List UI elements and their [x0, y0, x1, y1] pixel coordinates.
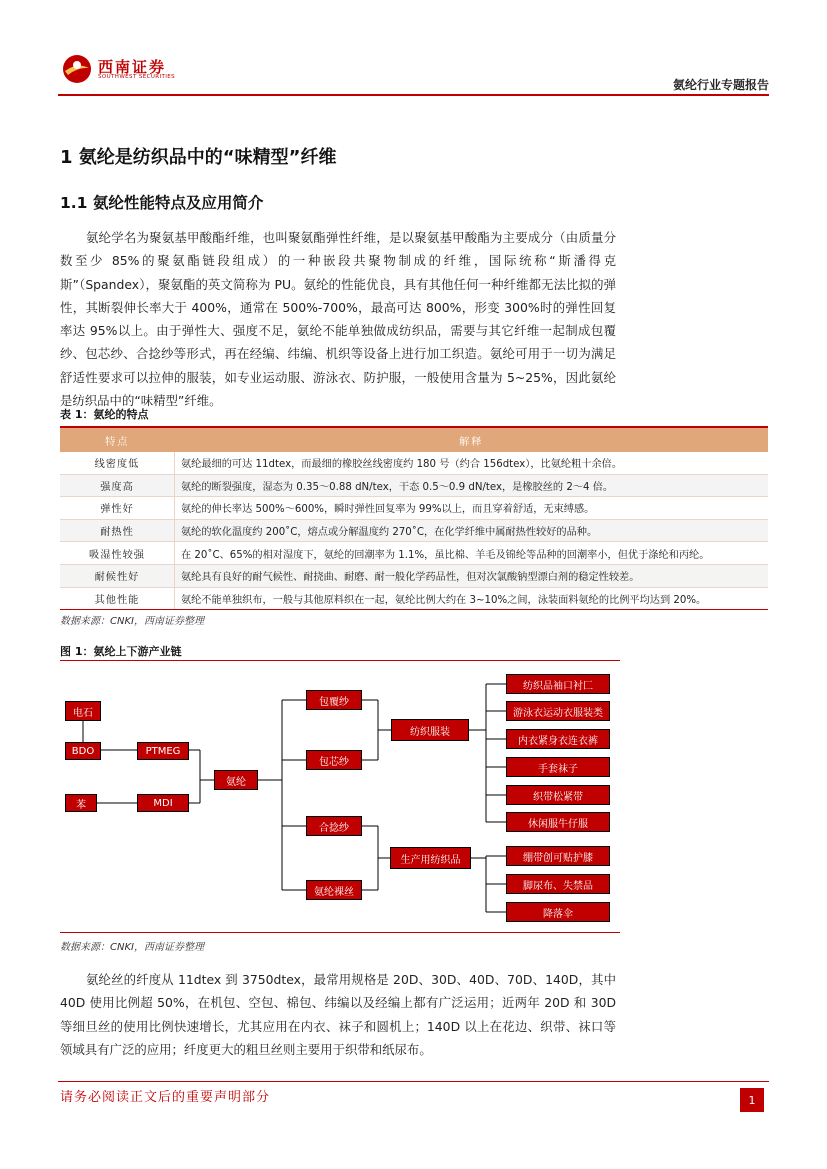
table-cell-feature: 耐候性好 [60, 564, 175, 587]
node-bare-spandex: 氨纶裸丝 [306, 880, 362, 900]
node-mdi: MDI [137, 794, 189, 812]
table-cell-feature: 耐热性 [60, 519, 175, 542]
node-core-spun-yarn: 包芯纱 [306, 750, 362, 770]
table-cell-feature: 吸湿性较强 [60, 542, 175, 565]
node-ptmeg: PTMEG [137, 742, 189, 760]
node-benzene: 苯 [65, 794, 97, 812]
table-cell-explanation: 氨纶的软化温度约 200˚C，熔点或分解温度约 270˚C，在化学纤维中属耐热性较好的品种。 [175, 519, 769, 542]
report-title: 氨纶行业专题报告 [672, 78, 769, 92]
table-header-feature: 特点 [60, 427, 175, 452]
table-cell-explanation: 氨纶最细的可达 11dtex，而最细的橡胶丝线密度约 180 号（约合 156dtex），比氨纶粗十余倍。 [175, 452, 769, 474]
table-source-note: 数据来源：CNKI，西南证券整理 [60, 616, 204, 627]
node-output-casual-denim: 休闲服牛仔服 [506, 812, 610, 832]
table-cell-feature: 强度高 [60, 474, 175, 497]
node-output-cuffs: 纺织品袖口衬匚 [506, 674, 610, 694]
footer-divider [58, 1081, 769, 1082]
body-paragraph-intro: 氨纶学名为聚氨基甲酸酯纤维，也叫聚氨酯弹性纤维，是以聚氨基甲酸酯为主要成分（由质量分数至少 85%的聚氨酯链段组成）的一种嵌段共聚物制成的纤维，国际统称“斯潘得克斯”（Spandex），聚氨酯的英文简称为 PU。氨纶的性能优良，具有其他任何一种纤维都无法比拟的弹性，其断裂伸长率大于 400%，通常在 500%-700%，最高可达 800%，形变 300%时的弹性回复率达 95%以上。由于弹性大、强度不足，氨纶不能单独做成纺织品，需要与其它纤维一起制成包覆纱、包芯纱、合捻纱等形式，再在经编、纬编、机织等设备上进行加工织造。氨纶可用于一切为满足舒适性要求可以拉伸的服装，如专业运动服、游泳衣、防护服，一般使用含量为 5~25%，因此氨纶是纺织品中的“味精型”纤维。 [60, 230, 616, 409]
logo-chinese-name: 西南证券 [98, 58, 167, 76]
table-cell-explanation: 氨纶的断裂强度，湿态为 0.35～0.88 dN/tex，干态 0.5～0.9 dN/tex，是橡胶丝的 2～4 倍。 [175, 474, 769, 497]
node-calcium-carbide: 电石 [65, 701, 101, 721]
table-cell-explanation: 氨纶不能单独织布，一般与其他原料织在一起，氨纶比例大约在 3~10%之间，泳装面料氨纶的比例平均达到 20%。 [175, 587, 769, 610]
table-caption: 表 1：氨纶的特点 [60, 408, 149, 421]
table-cell-feature: 弹性好 [60, 497, 175, 520]
disclaimer-notice: 请务必阅读正文后的重要声明部分 [60, 1090, 271, 1105]
subsection-heading: 1.1 氨纶性能特点及应用简介 [60, 194, 264, 212]
node-spandex: 氨纶 [214, 770, 258, 790]
section-heading: 1 氨纶是纺织品中的“味精型”纤维 [60, 147, 337, 168]
node-covered-yarn: 包覆纱 [306, 690, 362, 710]
figure-caption: 图 1：氨纶上下游产业链 [60, 645, 182, 658]
table-cell-explanation: 氨纶的伸长率达 500%～600%，瞬时弹性回复率为 99%以上，而且穿着舒适，无束缚感。 [175, 497, 769, 520]
node-output-parachute: 降落伞 [506, 902, 610, 922]
table-cell-feature: 线密度低 [60, 452, 175, 474]
figure-bottom-rule [60, 932, 620, 933]
table-cell-explanation: 氨纶具有良好的耐气候性、耐挠曲、耐磨、耐一般化学药品性，但对次氯酸钠型漂白剂的稳定性较差。 [175, 564, 769, 587]
node-output-diapers: 脚尿布、失禁品 [506, 874, 610, 894]
page-number: 1 [740, 1088, 764, 1112]
node-textile-apparel: 纺织服装 [391, 719, 469, 741]
node-plied-yarn: 合捻纱 [306, 816, 362, 836]
node-industrial-textiles: 生产用纺织品 [390, 847, 471, 869]
node-bdo: BDO [65, 742, 101, 760]
node-output-underwear: 内衣紧身衣连衣裤 [506, 729, 610, 749]
body-paragraph-specs: 氨纶丝的纤度从 11dtex 到 3750dtex，最常用规格是 20D、30D、40D、70D、140D，其中 40D 使用比例超 50%，在机包、空包、棉包、纬编以及经编上都有广泛运用；近两年 20D 和 30D 等细旦丝的使用比例快速增长，尤其应用在内衣、袜子和圆机上；140D 以上在花边、织带、袜口等领域具有广泛的应用；纤度更大的粗旦丝则主要用于织带和纸尿布。 [60, 972, 616, 1057]
table-cell-feature: 其他性能 [60, 587, 175, 610]
figure-source-note: 数据来源：CNKI，西南证券整理 [60, 942, 204, 953]
node-output-bandages: 绷带创可贴护膝 [506, 846, 610, 866]
table-cell-explanation: 在 20˚C、65%的相对湿度下，氨纶的回潮率为 1.1%，虽比棉、羊毛及锦纶等品种的回潮率小，但优于涤纶和丙纶。 [175, 542, 769, 565]
table-header-explanation: 解释 [175, 427, 769, 452]
logo-english-name: SOUTHWEST SECURITIES [98, 74, 176, 80]
node-output-swimwear: 游泳衣运动衣服装类 [506, 701, 610, 721]
node-output-elastic-band: 织带松紧带 [506, 785, 610, 805]
node-output-gloves-socks: 手套袜子 [506, 757, 610, 777]
